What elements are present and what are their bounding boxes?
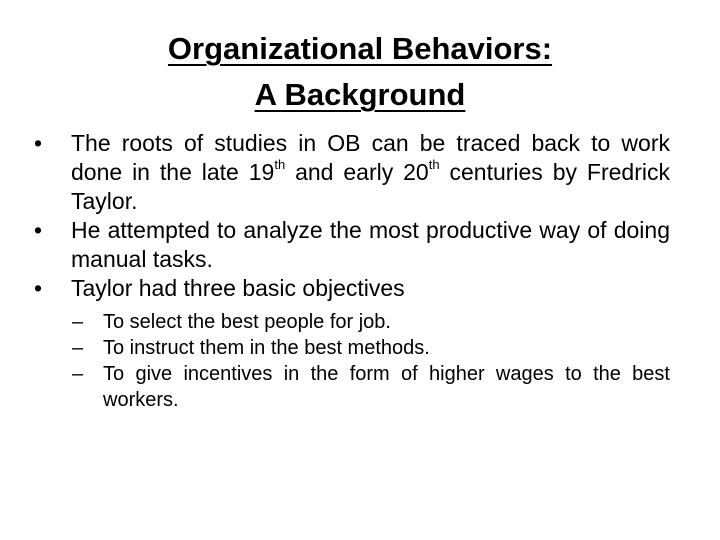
bullet-text-part: The roots of studies in OB can be traced back to work done in the late 19 [71,130,670,185]
bullet-text [71,130,670,214]
dash-marker: – [72,337,84,359]
sub-bullet-item [72,361,670,413]
bullet-item [34,129,670,216]
sub-bullet-item [72,309,670,335]
superscript: th [428,157,440,173]
bullet-item [34,216,670,274]
slide-title [60,26,660,118]
bullet-marker: • [34,217,43,243]
sub-bullet-list [34,309,670,413]
title-line-2: A Background [254,77,466,112]
bullet-text: He attempted to analyze the most productive way of doing manual tasks. [71,217,670,272]
dash-marker: – [72,311,84,333]
bullet-marker: • [34,275,43,301]
bullet-item [34,274,670,303]
sub-bullet-item [72,335,670,361]
bullet-marker: • [34,130,43,156]
sub-bullet-text: To instruct them in the best methods. [103,337,430,359]
bullet-text-part: centuries by Fredrick Taylor. [71,159,670,214]
sub-bullet-text: To select the best people for job. [103,311,391,333]
title-line-1: Organizational Behaviors: [167,31,553,66]
superscript: th [274,157,286,173]
slide-body [34,129,670,413]
dash-marker: – [72,363,84,385]
bullet-text-part: and early 20 [285,159,429,185]
bullet-text: Taylor had three basic objectives [71,275,405,301]
sub-bullet-text: To give incentives in the form of higher wages to the best workers. [103,363,670,411]
